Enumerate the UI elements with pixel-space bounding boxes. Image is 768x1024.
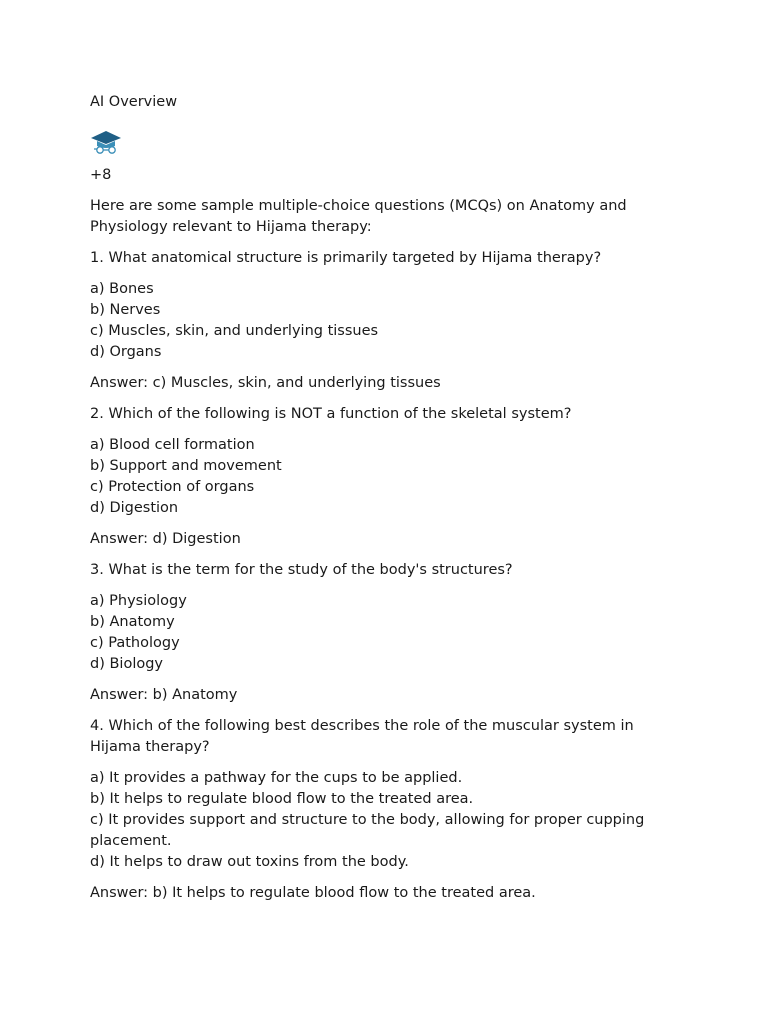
document-content [90,92,680,914]
option-list [90,591,680,675]
option-list [90,768,680,873]
answer-text: Answer: c) Muscles, skin, and underlying tissues [90,375,441,391]
page-title: AI Overview [90,94,178,110]
option-item: a) Blood cell formation [90,437,255,453]
intro-paragraph: Here are some sample multiple-choice questions (MCQs) on Anatomy and Physiology relevant to Hijama therapy: [90,198,627,235]
option-item: a) Bones [90,281,154,297]
option-item: d) Organs [90,344,162,360]
question-text: 3. What is the term for the study of the body's structures? [90,562,513,578]
option-item: a) Physiology [90,593,187,609]
answer-text: Answer: d) Digestion [90,531,241,547]
answer-text: Answer: b) It helps to regulate blood flow to the treated area. [90,885,536,901]
option-item: c) Pathology [90,635,180,651]
answer-text: Answer: b) Anatomy [90,687,238,703]
option-item: d) Digestion [90,500,179,516]
option-item: a) It provides a pathway for the cups to be applied. [90,770,463,786]
question-text: 2. Which of the following is NOT a function of the skeletal system? [90,406,572,422]
option-item: b) Support and movement [90,458,282,474]
question-text: 4. Which of the following best describes the role of the muscular system in Hijama therapy? [90,718,634,755]
option-item: b) Nerves [90,302,161,318]
graduation-cap-icon [90,129,122,155]
option-item: b) It helps to regulate blood flow to the treated area. [90,791,474,807]
extra-count-badge: +8 [90,167,112,183]
question-text: 1. What anatomical structure is primarily targeted by Hijama therapy? [90,250,602,266]
option-list [90,279,680,363]
option-item: d) Biology [90,656,164,672]
question-list [90,248,680,904]
option-list [90,435,680,519]
option-item: c) It provides support and structure to the body, allowing for proper cupping placement. [90,812,645,849]
option-item: d) It helps to draw out toxins from the body. [90,854,409,870]
option-item: c) Muscles, skin, and underlying tissues [90,323,379,339]
option-item: c) Protection of organs [90,479,255,495]
option-item: b) Anatomy [90,614,175,630]
